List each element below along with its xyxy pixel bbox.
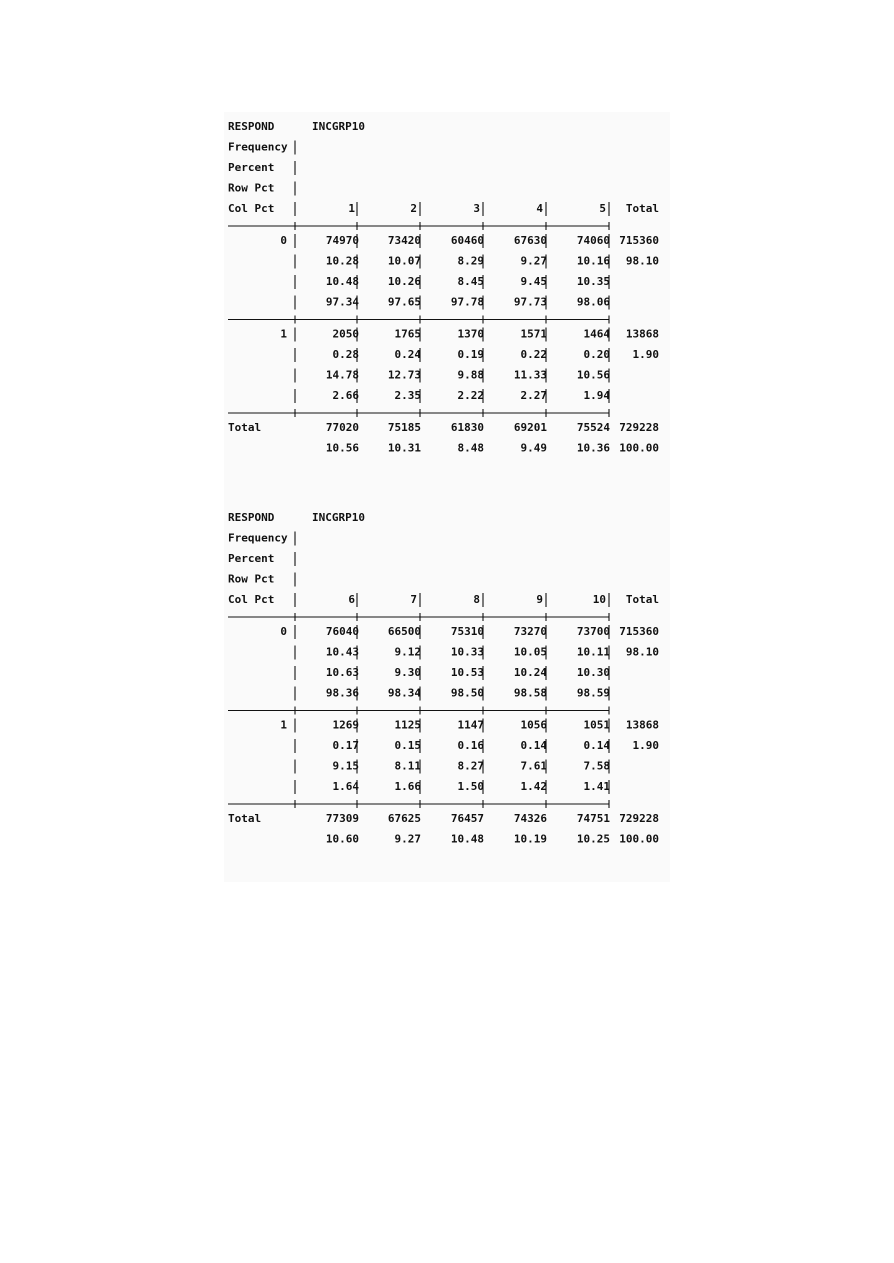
table-cell: 8.11 — [394, 759, 421, 773]
table-cell: 10.16 — [576, 254, 610, 268]
table-cell: 76040 — [325, 625, 359, 638]
column-header: 6 — [348, 593, 355, 606]
table-cell: 7.61 — [520, 759, 547, 773]
row-total-cell: 13868 — [625, 718, 659, 732]
column-total-cell: 10.19 — [513, 832, 547, 846]
row-total-cell: 13868 — [625, 327, 659, 341]
table-cell: 10.63 — [325, 666, 359, 679]
table-cell: 1056 — [520, 718, 547, 732]
table-cell: 0.20 — [583, 348, 610, 361]
row-total-cell: 98.10 — [625, 645, 659, 659]
column-total-cell: 9.27 — [394, 832, 421, 846]
table-cell: 9.12 — [394, 645, 421, 659]
table-cell: 10.24 — [513, 666, 547, 679]
column-total-cell: 77309 — [325, 812, 359, 825]
column-total-cell: 74751 — [576, 812, 610, 825]
total-row-label: Total — [228, 421, 262, 434]
table-cell: 98.50 — [450, 686, 484, 700]
table-cell: 1765 — [394, 327, 421, 341]
table-cell: 1464 — [583, 327, 610, 341]
table-cell: 98.34 — [387, 686, 421, 700]
column-header: 2 — [410, 202, 417, 215]
table-cell: 1.50 — [457, 780, 484, 793]
table-cell: 10.28 — [325, 254, 359, 268]
row-variable-label: RESPOND — [228, 120, 275, 133]
table-cell: 7.58 — [583, 759, 610, 773]
column-total-cell: 10.56 — [325, 441, 359, 455]
table-cell: 0.22 — [520, 348, 547, 361]
statistic-label: Percent — [228, 161, 275, 174]
row-total-cell: 1.90 — [632, 739, 659, 752]
table-cell: 73420 — [387, 234, 421, 247]
table-cell: 1125 — [394, 718, 421, 732]
statistic-label: Frequency — [228, 531, 288, 545]
table-cell: 1370 — [457, 327, 484, 341]
table-cell: 10.26 — [387, 275, 421, 288]
table-cell: 14.78 — [325, 368, 359, 382]
table-cell: 10.05 — [513, 645, 547, 659]
column-total-cell: 67625 — [387, 812, 421, 825]
table-cell: 10.07 — [387, 254, 421, 268]
column-header: Total — [625, 593, 659, 606]
total-row-label: Total — [228, 812, 262, 825]
table-cell: 73700 — [576, 625, 610, 638]
statistic-label: Frequency — [228, 140, 288, 154]
table-cell: 9.30 — [394, 666, 421, 679]
table-cell: 10.33 — [450, 645, 484, 659]
table-cell: 2050 — [332, 327, 359, 341]
table-cell: 12.73 — [387, 368, 421, 382]
row-total-cell: 715360 — [619, 625, 659, 638]
column-variable-label: INCGRP10 — [312, 120, 365, 133]
statistic-label: Row Pct — [228, 572, 275, 586]
table-cell: 97.34 — [325, 295, 359, 309]
row-variable-label: RESPOND — [228, 511, 275, 524]
column-total-cell: 75185 — [387, 421, 421, 434]
table-cell: 1051 — [583, 718, 610, 732]
row-label: 1 — [280, 327, 287, 341]
table-cell: 10.11 — [576, 645, 610, 659]
table-cell: 2.66 — [332, 389, 359, 402]
table-cell: 67630 — [513, 234, 547, 247]
column-total-cell: 10.36 — [576, 441, 610, 455]
table-cell: 1.41 — [583, 780, 610, 793]
table-cell: 0.16 — [457, 739, 484, 752]
table-cell: 2.35 — [394, 389, 421, 402]
column-header: 5 — [599, 202, 606, 215]
table-cell: 0.15 — [394, 739, 421, 752]
table-cell: 10.48 — [325, 275, 359, 288]
table-cell: 9.45 — [520, 275, 547, 288]
table-cell: 97.65 — [387, 295, 421, 309]
statistic-label: Percent — [228, 552, 275, 565]
column-total-cell: 77020 — [325, 421, 359, 434]
table-cell: 10.56 — [576, 368, 610, 382]
row-label: 0 — [280, 625, 287, 638]
column-variable-label: INCGRP10 — [312, 511, 365, 524]
table-cell: 9.27 — [520, 254, 547, 268]
table-cell: 8.45 — [457, 275, 484, 288]
column-header: 4 — [536, 202, 543, 215]
table-cell: 10.43 — [325, 645, 359, 659]
column-total-cell: 76457 — [450, 812, 484, 825]
column-total-cell: 10.31 — [387, 441, 421, 455]
table-cell: 1.64 — [332, 780, 359, 793]
column-total-cell: 10.48 — [450, 832, 484, 846]
table-cell: 98.36 — [325, 686, 359, 700]
table-cell: 8.29 — [457, 254, 484, 268]
column-total-cell: 75524 — [576, 421, 610, 434]
table-cell: 98.59 — [576, 686, 610, 700]
table-cell: 0.28 — [332, 348, 359, 361]
column-header: 9 — [536, 593, 543, 606]
row-label: 0 — [280, 234, 287, 247]
column-total-cell: 10.60 — [325, 832, 359, 846]
table-cell: 1.66 — [394, 780, 421, 793]
table-cell: 98.58 — [513, 686, 547, 700]
table-cell: 1.94 — [583, 389, 610, 402]
column-header: 3 — [473, 202, 480, 215]
table-cell: 0.14 — [583, 739, 610, 752]
scanned-page — [224, 112, 670, 882]
column-total-cell: 10.25 — [576, 832, 610, 846]
column-total-cell: 61830 — [450, 421, 484, 434]
column-header: 7 — [410, 593, 417, 606]
column-header: 10 — [592, 593, 606, 606]
statistic-label: Col Pct — [228, 593, 275, 606]
table-cell: 0.19 — [457, 348, 484, 361]
column-header: Total — [625, 202, 659, 215]
statistic-label: Col Pct — [228, 202, 275, 215]
table-cell: 9.15 — [332, 759, 359, 773]
table-cell: 60460 — [450, 234, 484, 247]
column-header: 8 — [473, 593, 480, 606]
table-cell: 73270 — [513, 625, 547, 638]
column-total-cell: 729228 — [619, 421, 659, 434]
crosstab-table-1 — [224, 112, 670, 482]
row-total-cell: 715360 — [619, 234, 659, 247]
table-cell: 1.42 — [520, 780, 547, 793]
column-total-cell: 74326 — [513, 812, 547, 825]
table-cell: 1571 — [520, 327, 547, 341]
statistic-label: Row Pct — [228, 181, 275, 195]
table-cell: 66500 — [387, 625, 421, 638]
table-cell: 9.88 — [457, 368, 484, 382]
row-total-cell: 98.10 — [625, 254, 659, 268]
table-cell: 97.78 — [450, 295, 484, 309]
table-cell: 10.35 — [576, 275, 610, 288]
table-cell: 74970 — [325, 234, 359, 247]
table-cell: 2.22 — [457, 389, 484, 402]
table-cell: 11.33 — [513, 368, 547, 382]
crosstab-table-2 — [224, 503, 670, 873]
row-label: 1 — [280, 718, 287, 732]
table-cell: 10.53 — [450, 666, 484, 679]
table-cell: 75310 — [450, 625, 484, 638]
column-total-cell: 8.48 — [457, 441, 484, 455]
column-total-cell: 9.49 — [520, 441, 547, 455]
table-cell: 74060 — [576, 234, 610, 247]
table-cell: 97.73 — [513, 295, 547, 309]
row-total-cell: 1.90 — [632, 348, 659, 361]
column-total-cell: 69201 — [513, 421, 547, 434]
table-cell: 0.24 — [394, 348, 421, 361]
table-cell: 0.17 — [332, 739, 359, 752]
column-total-cell: 100.00 — [619, 832, 659, 846]
table-cell: 98.06 — [576, 295, 610, 309]
table-cell: 10.30 — [576, 666, 610, 679]
column-total-cell: 729228 — [619, 812, 659, 825]
table-cell: 1147 — [457, 718, 484, 732]
table-cell: 0.14 — [520, 739, 547, 752]
column-header: 1 — [348, 202, 355, 215]
table-cell: 1269 — [332, 718, 359, 732]
table-cell: 8.27 — [457, 759, 484, 773]
table-cell: 2.27 — [520, 389, 547, 402]
column-total-cell: 100.00 — [619, 441, 659, 455]
